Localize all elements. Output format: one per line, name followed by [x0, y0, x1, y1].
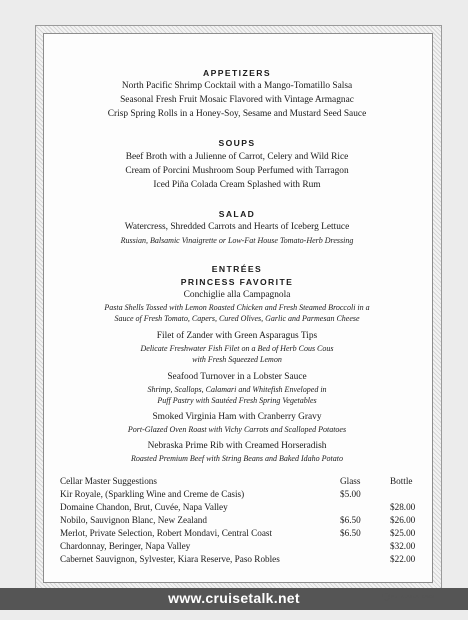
wine-glass-price: $5.00 — [340, 489, 361, 499]
salad-heading: SALAD — [218, 209, 256, 219]
footer-code-text: FD - ALASKA - D6/03 — [391, 594, 435, 600]
footer-code — [382, 593, 434, 601]
wine-row — [60, 515, 430, 528]
wine-bottle-price: $32.00 — [390, 541, 416, 551]
salad-item: Watercress, Shredded Carrots and Hearts of Iceberg Lettuce — [124, 222, 350, 232]
entree-name: Seafood Turnover in a Lobster Sauce — [167, 372, 307, 382]
wine-header-row — [60, 476, 430, 489]
salad-dressing-note: Russian, Balsamic Vinaigrette or Low-Fat House Tomato-Herb Dressing — [120, 236, 354, 245]
glass-column-header: Glass — [340, 476, 361, 486]
wine-name: Nobilo, Sauvignon Blanc, New Zealand — [60, 515, 207, 525]
entree-description: Roasted Premium Beef with String Beans and Baked Idaho Potato — [131, 454, 343, 463]
entree-name: Filet of Zander with Green Asparagus Tips — [156, 331, 318, 341]
wine-glass-price: $6.50 — [340, 515, 361, 525]
soup-item: Cream of Porcini Mushroom Soup Perfumed with Tarragon — [125, 166, 349, 176]
soup-item: Iced Piña Colada Cream Splashed with Rum — [153, 180, 321, 190]
wine-bottle-price: $26.00 — [390, 515, 416, 525]
entree-description: Sauce of Fresh Tomato, Capers, Cured Olives, Garlic and Parmesan Cheese — [114, 314, 360, 323]
wine-list-title: Cellar Master Suggestions — [60, 476, 157, 486]
wine-row — [60, 554, 430, 567]
entree-description: Port-Glazed Oven Roast with Vichy Carrots and Scalloped Potatoes — [127, 425, 347, 434]
entree-description: Delicate Freshwater Fish Filet on a Bed of Herb Cous Cous — [140, 344, 334, 353]
wine-name: Merlot, Private Selection, Robert Mondavi, Central Coast — [60, 528, 273, 538]
entree-name: Conchiglie alla Campagnola — [183, 290, 291, 300]
watermark-text: www.cruisetalk.net — [168, 590, 300, 606]
entrees-heading: ENTRÉES — [211, 264, 263, 274]
wine-row — [60, 502, 430, 515]
entree-description: Puff Pastry with Sautéed Fresh Spring Vegetables — [157, 396, 317, 405]
entree-description: Pasta Shells Tossed with Lemon Roasted Chicken and Fresh Steamed Broccoli in a — [104, 303, 370, 312]
princess-favorite-heading: PRINCESS FAVORITE — [180, 277, 294, 287]
appetizer-item: North Pacific Shrimp Cocktail with a Mango-Tomatillo Salsa — [121, 81, 353, 91]
wine-bottle-price: $28.00 — [390, 502, 416, 512]
soup-item: Beef Broth with a Julienne of Carrot, Celery and Wild Rice — [125, 152, 349, 162]
appetizer-item: Seasonal Fresh Fruit Mosaic Flavored with Vintage Armagnac — [120, 95, 354, 105]
wine-glass-price: $6.50 — [340, 528, 361, 538]
wine-bottle-price: $25.00 — [390, 528, 416, 538]
recycle-icon — [382, 593, 390, 601]
entree-name: Nebraska Prime Rib with Creamed Horseradish — [147, 441, 327, 451]
entree-description: Shrimp, Scallops, Calamari and Whitefish Enveloped in — [147, 385, 327, 394]
entree-description: with Fresh Squeezed Lemon — [192, 355, 282, 364]
soups-heading: SOUPS — [218, 138, 256, 148]
wine-row — [60, 541, 430, 554]
wine-bottle-price: $22.00 — [390, 554, 416, 564]
appetizer-item: Crisp Spring Rolls in a Honey-Soy, Sesame and Mustard Seed Sauce — [107, 109, 367, 119]
wine-row — [60, 489, 430, 502]
wine-name: Kir Royale, (Sparkling Wine and Creme de Casis) — [60, 489, 245, 499]
wine-name: Cabernet Sauvignon, Sylvester, Kiara Reserve, Paso Robles — [60, 554, 280, 564]
wine-row — [60, 528, 430, 541]
wine-name: Chardonnay, Beringer, Napa Valley — [60, 541, 191, 551]
entree-name: Smoked Virginia Ham with Cranberry Gravy — [152, 412, 322, 422]
bottle-column-header: Bottle — [390, 476, 413, 486]
wine-name: Domaine Chandon, Brut, Cuvée, Napa Valley — [60, 502, 228, 512]
appetizers-heading: APPETIZERS — [203, 68, 271, 78]
